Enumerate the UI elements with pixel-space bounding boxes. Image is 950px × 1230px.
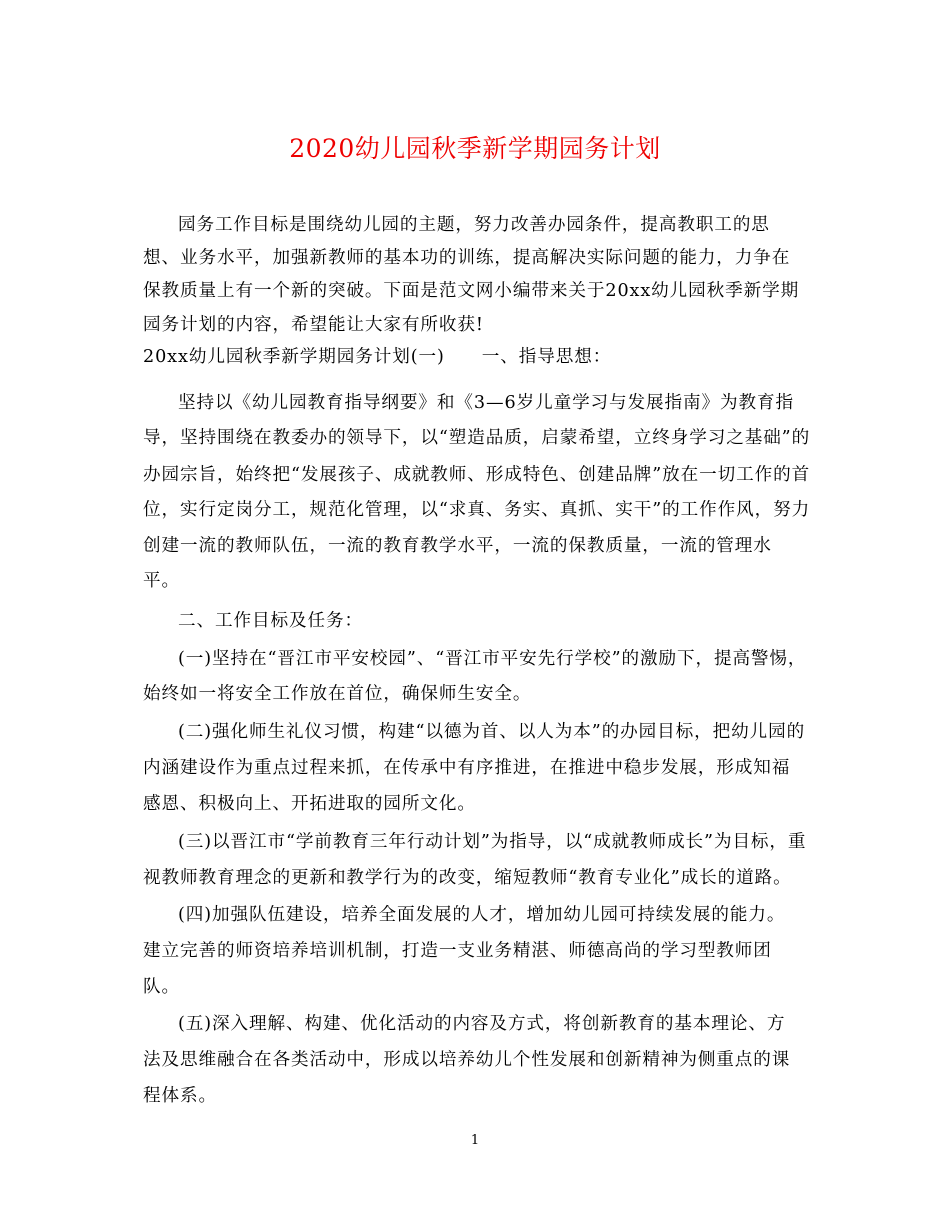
- paragraph-line: (五)深入理解、构建、优化活动的内容及方式，将创新教育的基本理论、方: [178, 1014, 786, 1034]
- paragraph-line: 始终如一将安全工作放在首位，确保师生安全。: [143, 684, 532, 704]
- paragraph-line: 导，坚持围绕在教委办的领导下，以“塑造品质，启蒙希望，立终身学习之基础”的: [143, 428, 811, 448]
- paragraph-line: (四)加强队伍建设，培养全面发展的人才，增加幼儿园可持续发展的能力。: [178, 905, 786, 925]
- paragraph-line: 办园宗旨，始终把“发展孩子、成就教师、形成特色、创建品牌”放在一切工作的首: [143, 465, 811, 485]
- paragraph-line: 内涵建设作为重点过程来抓，在传承中有序推进，在推进中稳步发展，形成知福: [143, 758, 791, 778]
- paragraph-line: 队。: [143, 977, 180, 997]
- page-number: 1: [470, 1133, 480, 1148]
- paragraph-line: 法及思维融合在各类活动中，形成以培养幼儿个性发展和创新精神为侧重点的课: [143, 1050, 791, 1070]
- paragraph-line: (三)以晋江市“学前教育三年行动计划”为指导，以“成就教师成长”为目标，重: [178, 832, 807, 852]
- document-title: 2020幼儿园秋季新学期园务计划: [289, 134, 661, 163]
- paragraph-line: 园务工作目标是围绕幼儿园的主题，努力改善办园条件，提高教职工的思: [178, 215, 770, 235]
- paragraph-line: 创建一流的教师队伍，一流的教育教学水平，一流的保教质量，一流的管理水: [143, 536, 772, 556]
- paragraph-line: (二)强化师生礼仪习惯，构建“以德为首、以人为本”的办园目标，把幼儿园的: [178, 722, 806, 742]
- section-heading-line: 二、工作目标及任务：: [178, 611, 363, 631]
- paragraph-line: 保教质量上有一个新的突破。下面是范文网小编带来关于20xx幼儿园秋季新学期: [143, 281, 800, 301]
- paragraph-line: 程体系。: [143, 1086, 217, 1106]
- paragraph-line: 建立完善的师资培养培训机制，打造一支业务精湛、师德高尚的学习型教师团: [143, 941, 772, 961]
- paragraph-line: 园务计划的内容，希望能让大家有所收获!: [143, 315, 484, 335]
- paragraph-line: 位，实行定岗分工，规范化管理，以“求真、务实、真抓、实干”的工作作风，努力: [143, 500, 811, 520]
- paragraph-line: 坚持以《幼儿园教育指导纲要》和《3—6岁儿童学习与发展指南》为教育指: [178, 393, 794, 413]
- paragraph-line: 感恩、积极向上、开拓进取的园所文化。: [143, 794, 476, 814]
- paragraph-line: (一)坚持在“晋江市平安校园”、“晋江市平安先行学校”的激励下，提高警惕，: [178, 649, 807, 669]
- paragraph-line: 平。: [143, 571, 180, 591]
- paragraph-line: 视教师教育理念的更新和教学行为的改变，缩短教师“教育专业化”成长的道路。: [143, 868, 792, 888]
- paragraph-line: 想、业务水平，加强新教师的基本功的训练，提高解决实际问题的能力，力争在: [143, 248, 791, 268]
- section-heading-line: 20xx幼儿园秋季新学期园务计划(一) 一、指导思想：: [143, 347, 612, 367]
